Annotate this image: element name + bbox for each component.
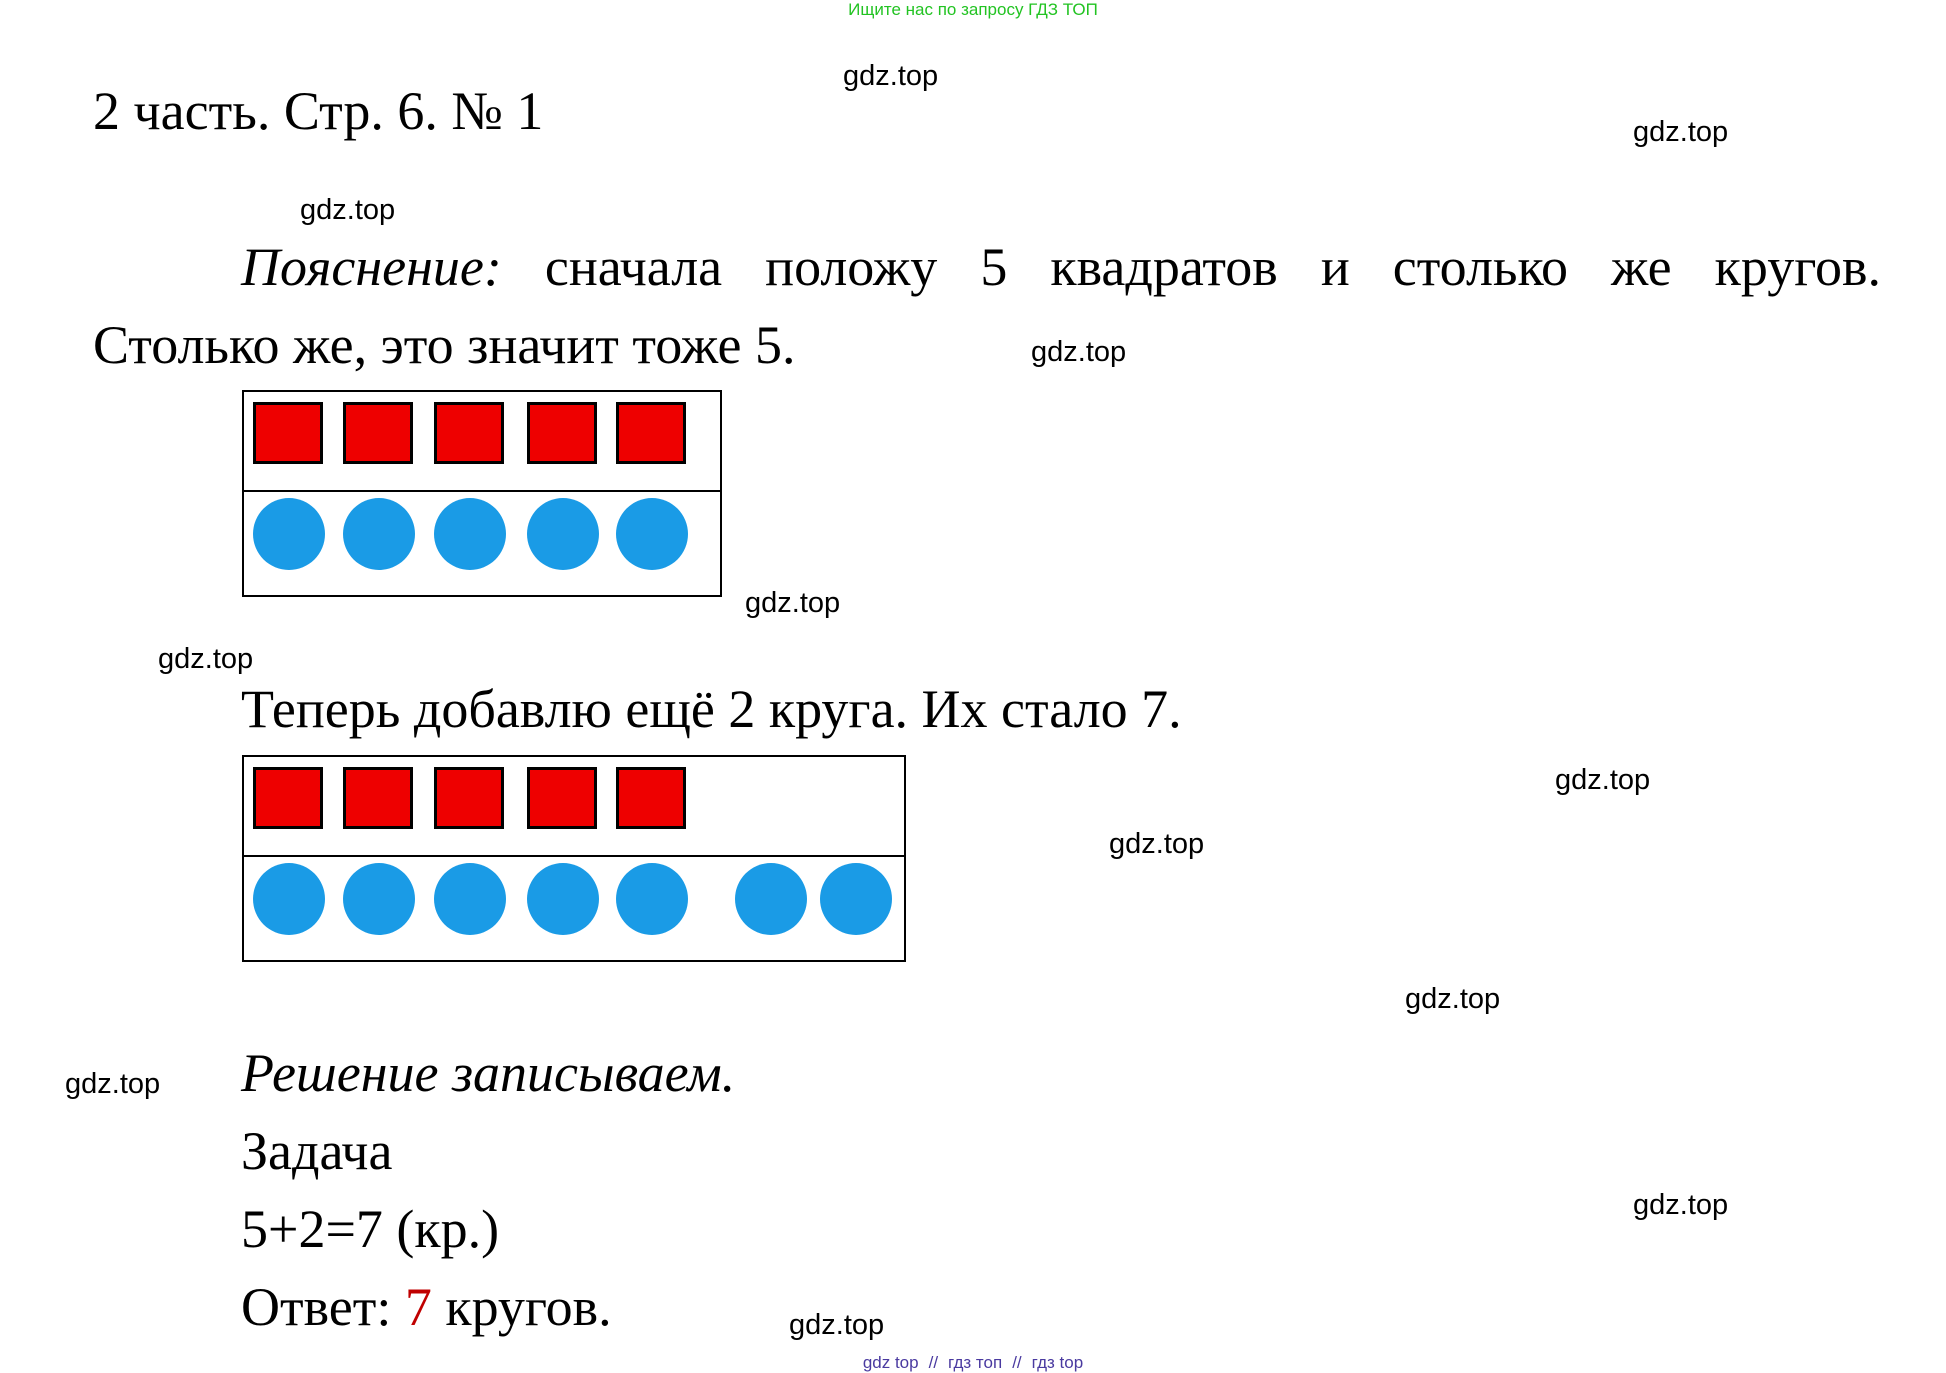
top-search-note: Ищите нас по запросу ГДЗ ТОП [848, 0, 1098, 19]
red-square [343, 402, 413, 464]
red-square [253, 767, 323, 829]
explanation-line-1 [241, 236, 1881, 298]
watermark: gdz.top [65, 1068, 161, 1100]
blue-circle [253, 498, 325, 570]
equation: 5+2=7 (кр.) [241, 1199, 500, 1259]
footer-link[interactable]: гдз топ [948, 1353, 1003, 1372]
red-square [343, 767, 413, 829]
blue-circle [343, 863, 415, 935]
red-square [616, 767, 686, 829]
watermark: gdz.top [1555, 764, 1651, 796]
footer-link[interactable]: гдз top [1031, 1353, 1084, 1372]
watermark: gdz.top [789, 1309, 885, 1341]
red-square [616, 402, 686, 464]
blue-circle [343, 498, 415, 570]
watermark: gdz.top [1031, 336, 1127, 368]
blue-circle [616, 498, 688, 570]
red-square [434, 402, 504, 464]
answer-line [241, 1276, 612, 1338]
footer-link[interactable]: gdz top [862, 1353, 919, 1372]
watermark: gdz.top [745, 587, 841, 619]
blue-circle [434, 498, 506, 570]
blue-circle [527, 863, 599, 935]
watermark: gdz.top [1633, 116, 1729, 148]
watermark: gdz.top [158, 643, 254, 675]
answer-prefix: Ответ: [241, 1277, 392, 1337]
blue-circle [616, 863, 688, 935]
explanation-label: Пояснение: [241, 237, 502, 297]
diagram-five-squares-seven-circles [242, 755, 906, 962]
red-square [527, 767, 597, 829]
task-label: Задача [241, 1121, 393, 1181]
blue-circle [253, 863, 325, 935]
blue-circle [735, 863, 807, 935]
footer-separator: // [928, 1353, 939, 1372]
watermark: gdz.top [1109, 828, 1205, 860]
red-square [527, 402, 597, 464]
watermark: gdz.top [1405, 983, 1501, 1015]
red-square [434, 767, 504, 829]
footer-links [0, 1353, 1946, 1373]
watermark: gdz.top [843, 60, 939, 92]
explanation-text: сначала положу 5 квадратов и столько же кругов. [544, 237, 1882, 297]
footer-separator: // [1012, 1353, 1022, 1372]
row-divider [244, 855, 904, 857]
red-square [253, 402, 323, 464]
blue-circle [527, 498, 599, 570]
step-two-text: Теперь добавлю ещё 2 круга. Их стало 7. [241, 679, 1182, 739]
solution-label: Решение записываем. [241, 1043, 736, 1103]
blue-circle [820, 863, 892, 935]
explanation-line-2: Столько же, это значит тоже 5. [93, 315, 796, 375]
watermark: gdz.top [300, 194, 396, 226]
answer-suffix: кругов. [445, 1277, 612, 1337]
blue-circle [434, 863, 506, 935]
answer-number: 7 [404, 1277, 432, 1337]
diagram-five-squares-five-circles [242, 390, 722, 597]
page-heading: 2 часть. Стр. 6. № 1 [93, 81, 544, 141]
row-divider [244, 490, 720, 492]
watermark: gdz.top [1633, 1189, 1729, 1221]
